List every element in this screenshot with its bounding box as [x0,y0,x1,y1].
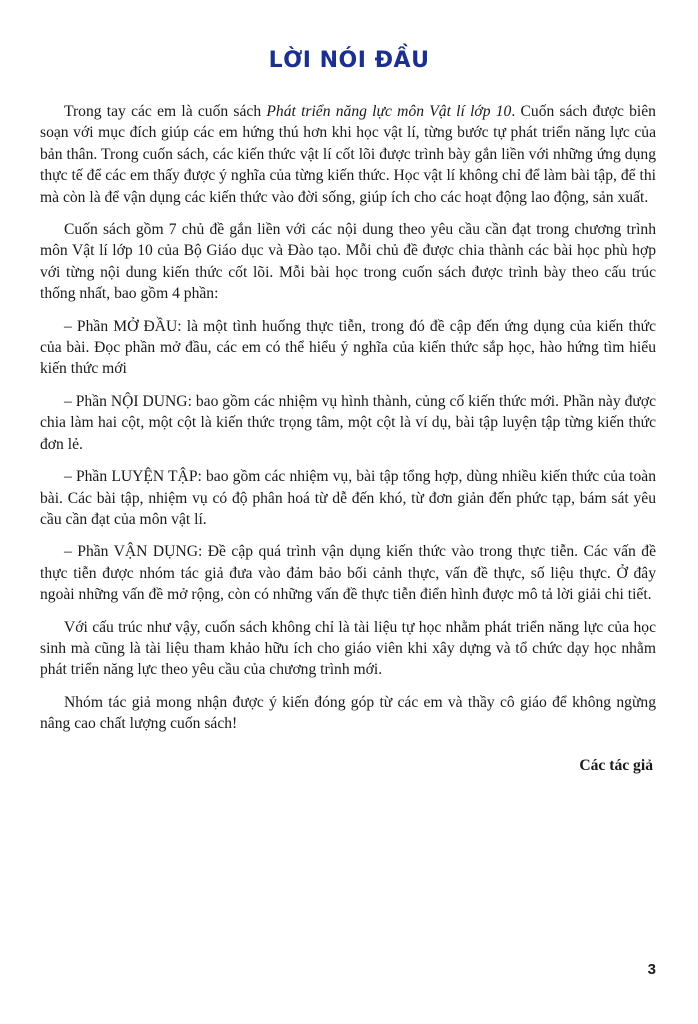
paragraph-part-content: – Phần NỘI DUNG: bao gồm các nhiệm vụ hình thành, củng cố kiến thức mới. Phần này được chia làm hai cột, một cột là kiến thức trọng tâm, một cột là ví dụ, bài tập luyện tập từng kiến thức đơn lẻ. [40,392,656,453]
paragraph-intro [40,101,656,208]
paragraph-part-opening: – Phần MỞ ĐẦU: là một tình huống thực tiễn, trong đó đề cập đến ứng dụng của kiến thức của bài. Đọc phần mở đầu, các em có thể hiểu ý nghĩa của kiến thức sắp học, hào hứng tìm hiểu kiến thức mới [40,317,656,378]
page-number: 3 [647,961,656,978]
page-title: LỜI NÓI ĐẦU [268,48,430,73]
paragraph-structure: Cuốn sách gồm 7 chủ đề gắn liền với các nội dung theo yêu cầu cần đạt trong chương trình môn Vật lí lớp 10 của Bộ Giáo dục và Đào tạo. Mỗi chủ đề được chia thành các bài học phù hợp với từng nội dung kiến thức cốt lõi. Mỗi bài học trong cuốn sách được trình bày theo cấu trúc thống nhất, bao gồm 4 phần: [40,221,656,303]
author-signature: Các tác giả [579,757,653,774]
paragraph-part-application: – Phần VẬN DỤNG: Đề cập quá trình vận dụng kiến thức vào trong thực tiễn. Các vấn đề thực tiễn được nhóm tác giả đưa vào đảm bảo bối cảnh thực, vấn đề thực, số liệu thực. Ở đây ngoài những vấn đề mở rộng, còn có những vấn đề thực tiễn điển hình được mô tả lời giải chi tiết. [40,543,656,604]
paragraph-part-practice: – Phần LUYỆN TẬP: bao gồm các nhiệm vụ, bài tập tổng hợp, dùng nhiều kiến thức của toàn bài. Các bài tập, nhiệm vụ có độ phân hoá từ dễ đến khó, từ đơn giản đến phức tạp, bám sát yêu cầu cần đạt của môn vật lí. [40,468,656,528]
intro-text-end: . Cuốn sách được biên soạn với mục đích giúp các em hứng thú hơn khi học vật lí, từng bước tự phát triển năng lực của bản thân. Trong cuốn sách, các kiến thức vật lí cốt lõi được trình bày gắn liền với những ứng dụng thực tế để các em thấy được ý nghĩa của từng kiến thức. Học vật lí không chỉ để làm bài tập, để thi mà còn là để vận dụng các kiến thức vào đời sống, giúp ích cho các hoạt động lao động, sản xuất. [40,103,656,206]
paragraph-conclusion: Với cấu trúc như vậy, cuốn sách không chỉ là tài liệu tự học nhằm phát triển năng lực của học sinh mà cũng là tài liệu tham khảo hữu ích cho giáo viên khi xây dựng và tổ chức dạy học nhằm phát triển năng lực theo yêu cầu của chương trình mới. [40,618,656,679]
preface-body [40,101,656,735]
book-title: Phát triển năng lực môn Vật lí lớp 10 [266,103,512,120]
intro-text-start: Trong tay các em là cuốn sách [64,103,267,120]
paragraph-feedback: Nhóm tác giả mong nhận được ý kiến đóng góp từ các em và thầy cô giáo để không ngừng nâng cao chất lượng cuốn sách! [40,693,656,733]
